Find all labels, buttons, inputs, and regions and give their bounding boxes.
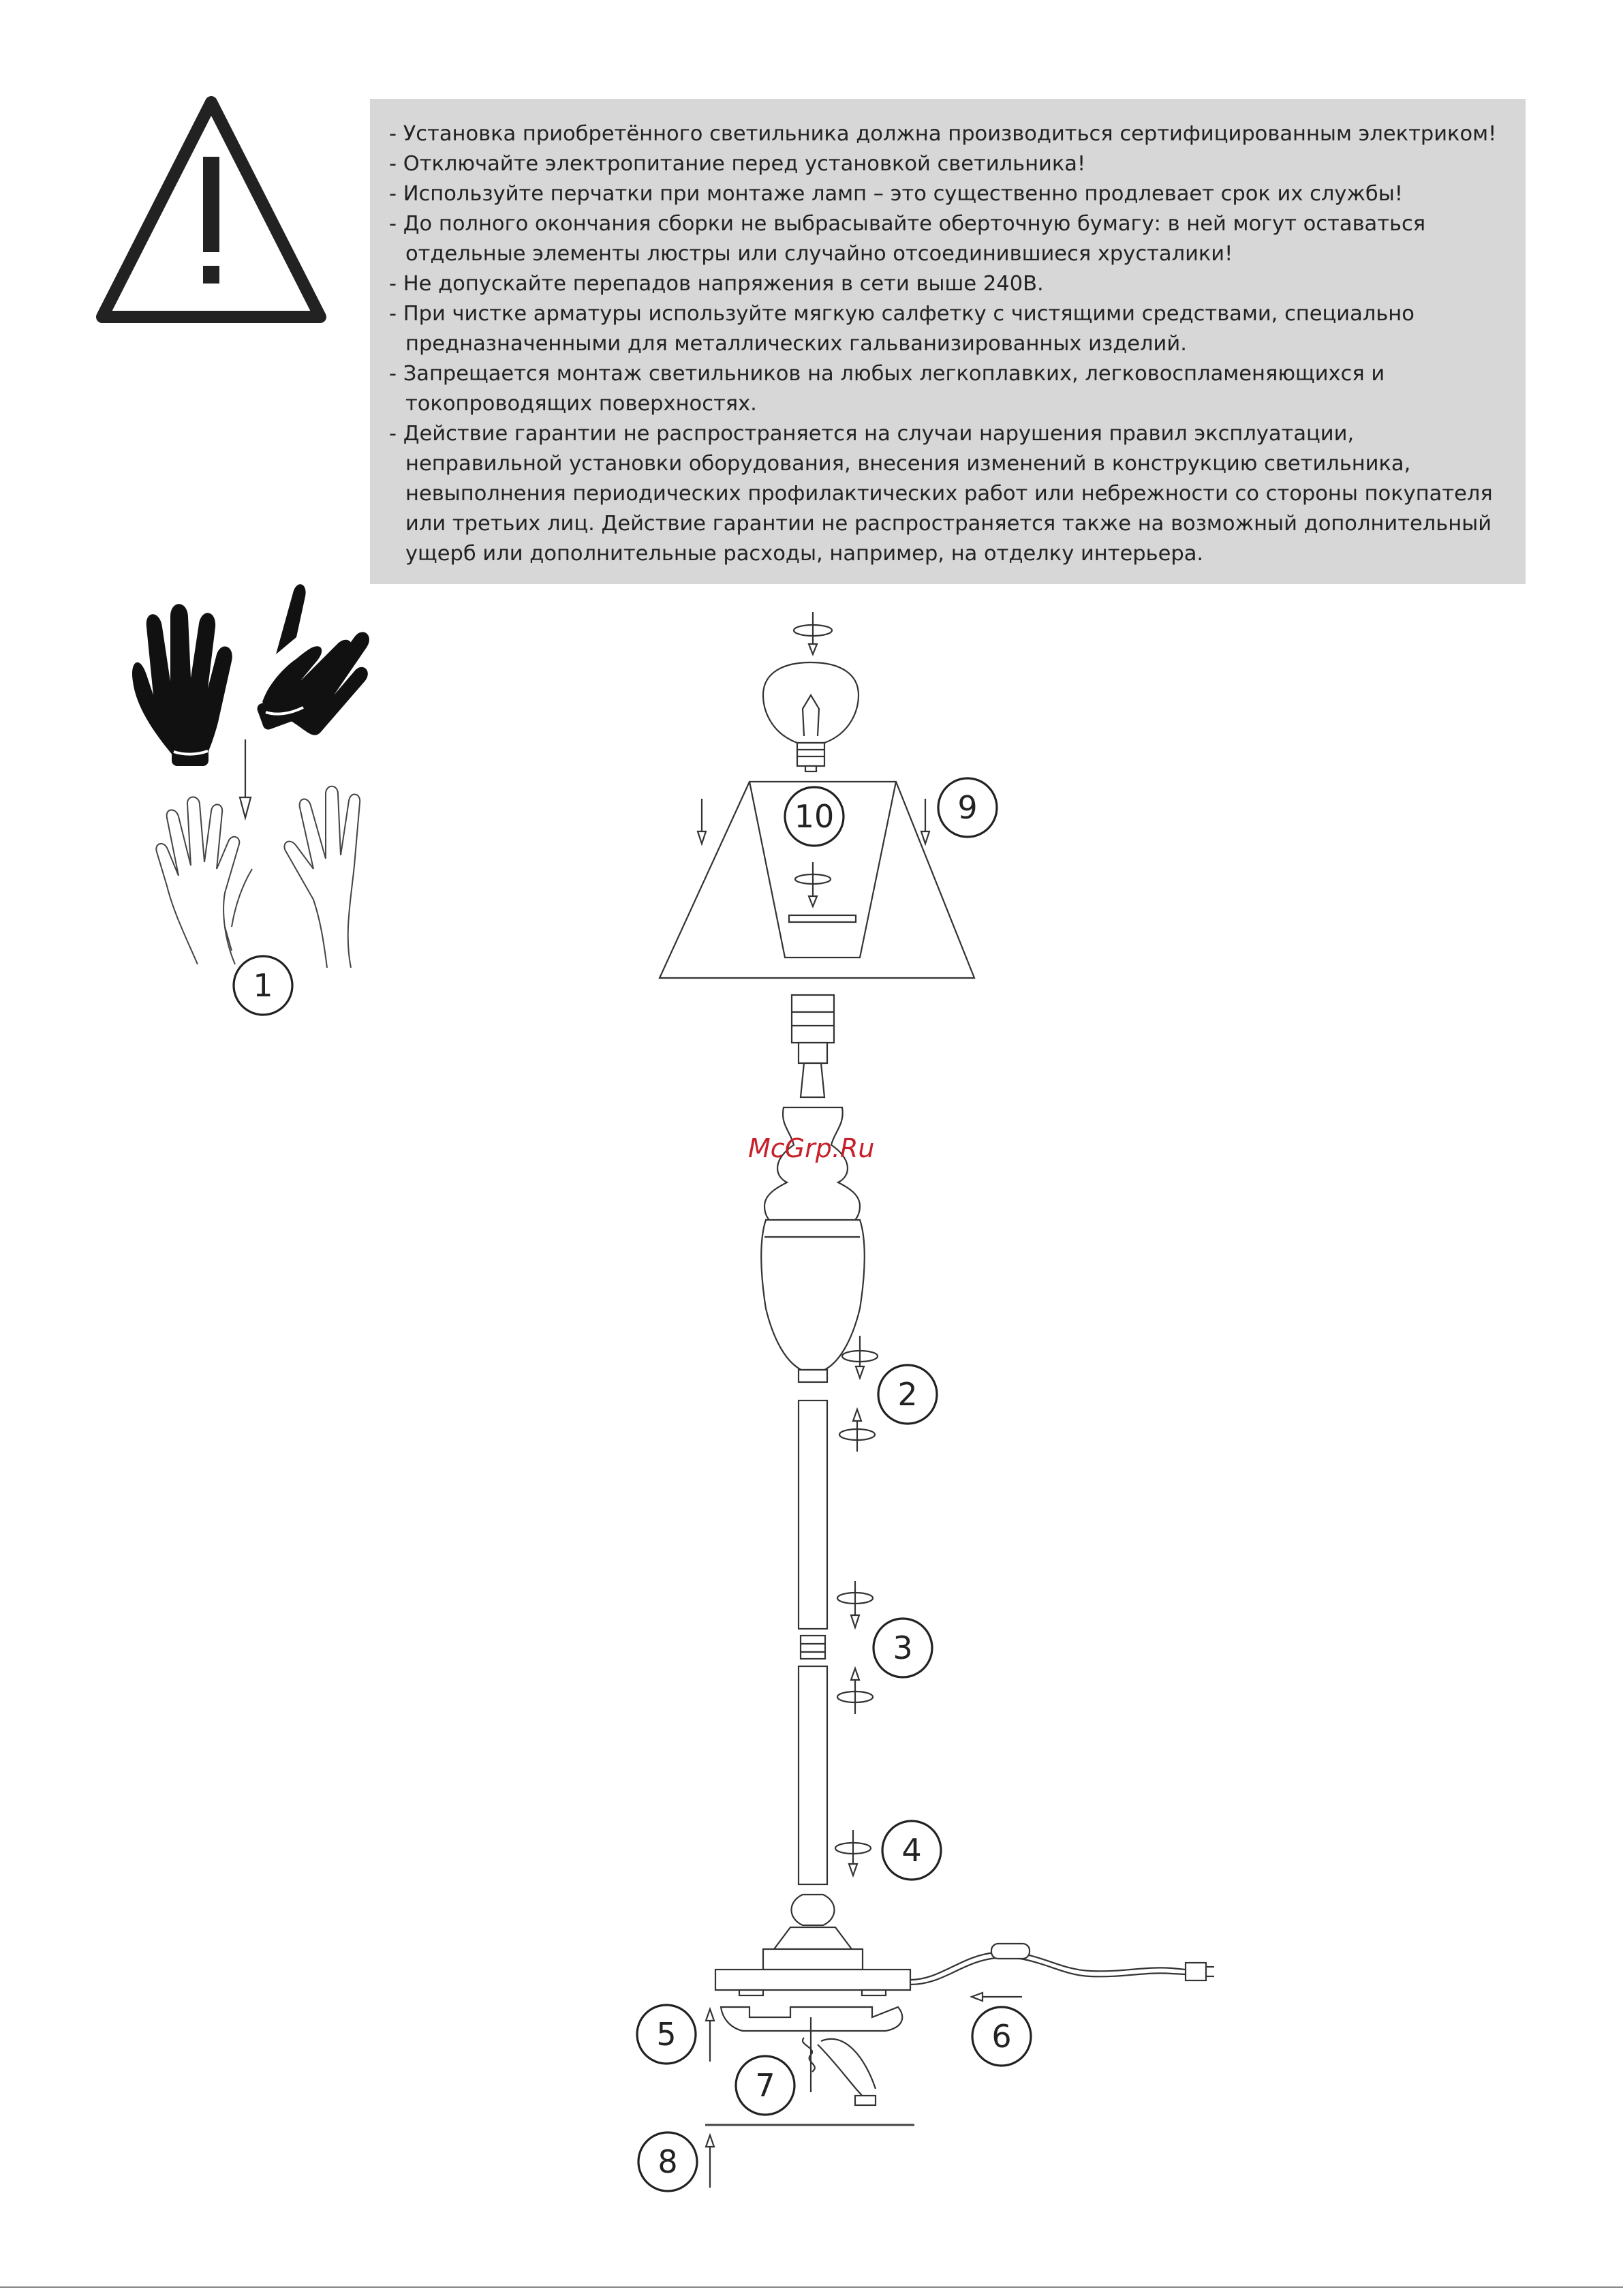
- callout-7: [736, 2056, 794, 2115]
- watermark-text: McGrp.Ru: [748, 1133, 875, 1163]
- notice-item: - При чистке арматуры используйте мягкую салфетку с чистящими средствами, специально предназначенными для металлических гальванизированных изделий.: [389, 302, 1415, 356]
- rotate-arrow-icon: [837, 1581, 873, 1627]
- svg-text:9: 9: [957, 789, 978, 826]
- svg-text:8: 8: [658, 2143, 678, 2180]
- svg-text:7: 7: [755, 2067, 775, 2104]
- notice-item: - Действие гарантии не распространяется на случаи нарушения правил эксплуатации, неправильной установки оборудования, внесения изменений в конструкцию светильника, невыполнения периодических профилактических работ или небрежности со стороны покупателя или третьих лиц. Действие гарантии не распространяется также на возможный дополнительный ущерб или дополнительные расходы, например, на отделку интерьера.: [389, 422, 1493, 566]
- callout-10: [785, 787, 844, 846]
- callout-3: [874, 1619, 932, 1677]
- svg-text:1: 1: [253, 967, 273, 1004]
- svg-text:2: 2: [897, 1376, 918, 1413]
- svg-text:5: 5: [656, 2016, 677, 2053]
- callout-6: [972, 2007, 1031, 2066]
- notice-item: - Не допускайте перепадов напряжения в сети выше 240В.: [389, 272, 1044, 296]
- callout-4: [882, 1821, 941, 1880]
- lamp-stem-lower: [799, 1666, 827, 1884]
- rotate-arrow-icon: [835, 1830, 871, 1876]
- rotate-arrow-icon: [794, 612, 832, 654]
- down-arrow-icon: [240, 739, 251, 818]
- bottom-divider: [0, 2286, 1623, 2288]
- gloves-icon: [132, 584, 369, 766]
- power-cord: [910, 1944, 1214, 2001]
- svg-text:3: 3: [893, 1629, 913, 1666]
- notice-item: - До полного окончания сборки не выбрасывайте оберточную бумагу: в ней могут оставаться отдельные элементы люстры или случайно отсоединившиеся хрусталики!: [389, 212, 1426, 266]
- callout-1: [234, 956, 292, 1015]
- notice-item: - Запрещается монтаж светильников на любых легкоплавких, легковоспламеняющихся и токопроводящих поверхностях.: [389, 362, 1385, 416]
- lamp-base-plate: [715, 1970, 910, 1995]
- svg-text:4: 4: [901, 1832, 922, 1869]
- callout-5: [637, 2005, 696, 2064]
- bare-hands-icon: [156, 786, 360, 968]
- notice-item: - Установка приобретённого светильника должна производиться сертифицированным электриком!: [389, 122, 1497, 146]
- svg-text:10: 10: [794, 798, 835, 835]
- callout-8: [638, 2132, 697, 2191]
- stem-connector: [801, 1636, 825, 1659]
- notice-item: - Отключайте электропитание перед установкой светильника!: [389, 152, 1086, 176]
- callout-2: [878, 1365, 937, 1424]
- callout-9: [938, 778, 997, 837]
- rotate-arrow-icon: [839, 1409, 875, 1452]
- notice-item: - Используйте перчатки при монтаже ламп – это существенно продлевает срок их службы!: [389, 182, 1404, 206]
- light-bulb-icon: [763, 662, 859, 771]
- rotate-arrow-icon: [837, 1668, 873, 1714]
- lamp-stem-upper: [799, 1400, 827, 1629]
- lamp-socket: [792, 995, 834, 1097]
- up-arrow-icon: [706, 2009, 714, 2188]
- svg-text:6: 6: [991, 2018, 1012, 2055]
- base-knob: [763, 1895, 863, 1970]
